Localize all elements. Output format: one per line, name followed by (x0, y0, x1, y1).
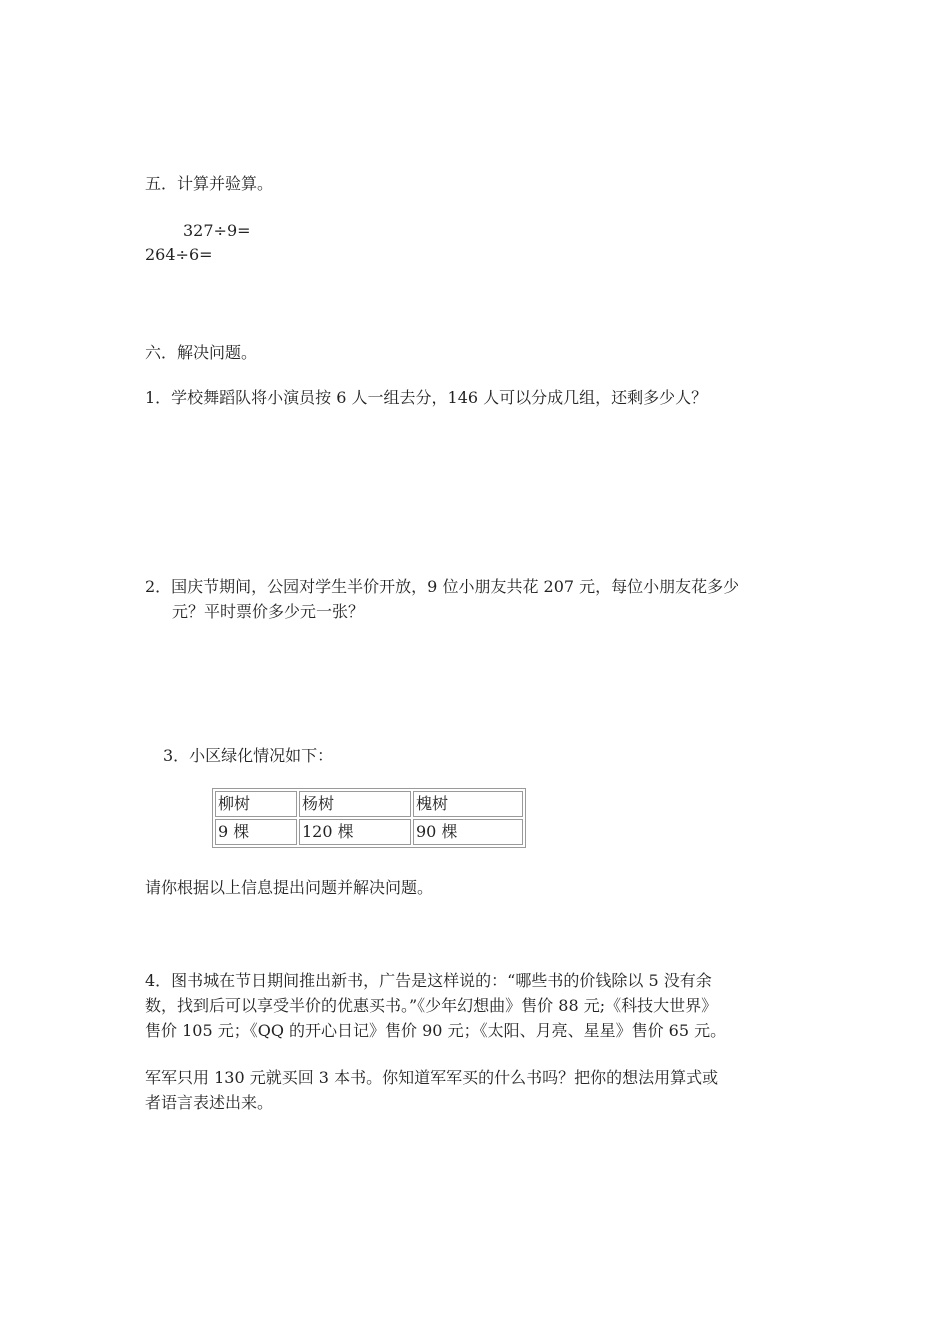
table-row (215, 819, 523, 845)
table-header-cell: 杨树 (299, 791, 411, 817)
question-4-line-5: 者语言表述出来。 (145, 1093, 274, 1112)
question-4-line-2: 数，找到后可以享受半价的优惠买书。”《少年幻想曲》售价 88 元;《科技大世界》 (145, 996, 718, 1015)
question-1: 1．学校舞蹈队将小演员按 6 人一组去分，146 人可以分成几组，还剩多少人？ (145, 388, 708, 407)
table-cell: 9 棵 (215, 819, 297, 845)
question-3-intro: 3．小区绿化情况如下： (163, 746, 334, 765)
problem-1: 327÷9= (183, 221, 251, 240)
question-3-prompt: 请你根据以上信息提出问题并解决问题。 (145, 878, 434, 897)
table-cell: 120 棵 (299, 819, 411, 845)
table-cell: 90 棵 (413, 819, 523, 845)
tree-table (212, 788, 526, 848)
question-4-line-4: 军军只用 130 元就买回 3 本书。你知道军军买的什么书吗？把你的想法用算式或 (145, 1068, 719, 1087)
question-2-line-2: 元？平时票价多少元一张？ (172, 602, 365, 621)
question-4-line-1: 4．图书城在节日期间推出新书，广告是这样说的：“哪些书的价钱除以 5 没有余 (145, 971, 712, 990)
table-row (215, 791, 523, 817)
question-2-line-1: 2．国庆节期间，公园对学生半价开放，9 位小朋友共花 207 元，每位小朋友花多少 (145, 577, 740, 596)
question-4-line-3: 售价 105 元；《QQ 的开心日记》售价 90 元；《太阳、月亮、星星》售价 65 元。 (145, 1021, 727, 1040)
section-5-heading: 五．计算并验算。 (145, 174, 274, 193)
section-6-heading: 六．解决问题。 (145, 343, 258, 362)
problem-2: 264÷6= (145, 245, 213, 264)
table-header-cell: 柳树 (215, 791, 297, 817)
table-header-cell: 槐树 (413, 791, 523, 817)
